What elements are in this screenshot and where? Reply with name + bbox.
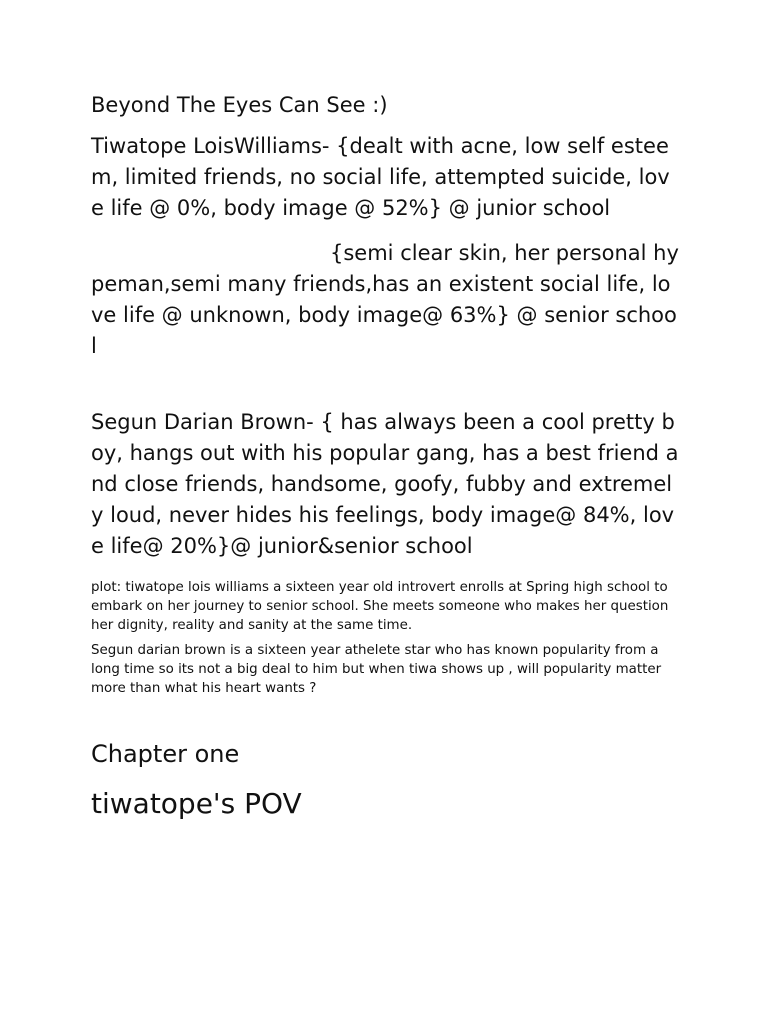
document-title: Beyond The Eyes Can See :)	[91, 93, 388, 117]
blank-spacer-small	[91, 562, 679, 578]
plot-paragraph-two: Segun darian brown is a sixteen year athelete star who has known popularity from a long time so its not a big deal to him but when tiwa shows up , will popularity matter more than what his heart wants ?	[91, 643, 662, 696]
blank-spacer	[91, 362, 679, 407]
plot-paragraph-one: plot: tiwatope lois williams a sixteen year old introvert enrolls at Spring high school to embark on her journey to senior school. She meets someone who makes her question her dignity, reality and sanity at the same time.	[91, 580, 669, 633]
character-description-segun: Segun Darian Brown- { has always been a cool pretty boy, hangs out with his popular gang, has a best friend and close friends, handsome, goofy, fubby and extremely loud, never hides his feelings, body image@ 84%, love life@ 20%}@ junior&senior school	[91, 410, 679, 558]
document-page	[91, 90, 679, 824]
chapter-heading: Chapter one	[91, 740, 240, 768]
character-description-tiwatope-senior: {semi clear skin, her personal hypeman,semi many friends,has an existent social life, love life @ unknown, body image@ 63%} @ senior school	[91, 241, 679, 358]
character-description-tiwatope-junior: Tiwatope LoisWilliams- {dealt with acne, low self esteem, limited friends, no social life, attempted suicide, love life @ 0%, body image @ 52%} @ junior school	[91, 134, 670, 220]
pov-heading: tiwatope's POV	[91, 787, 302, 820]
